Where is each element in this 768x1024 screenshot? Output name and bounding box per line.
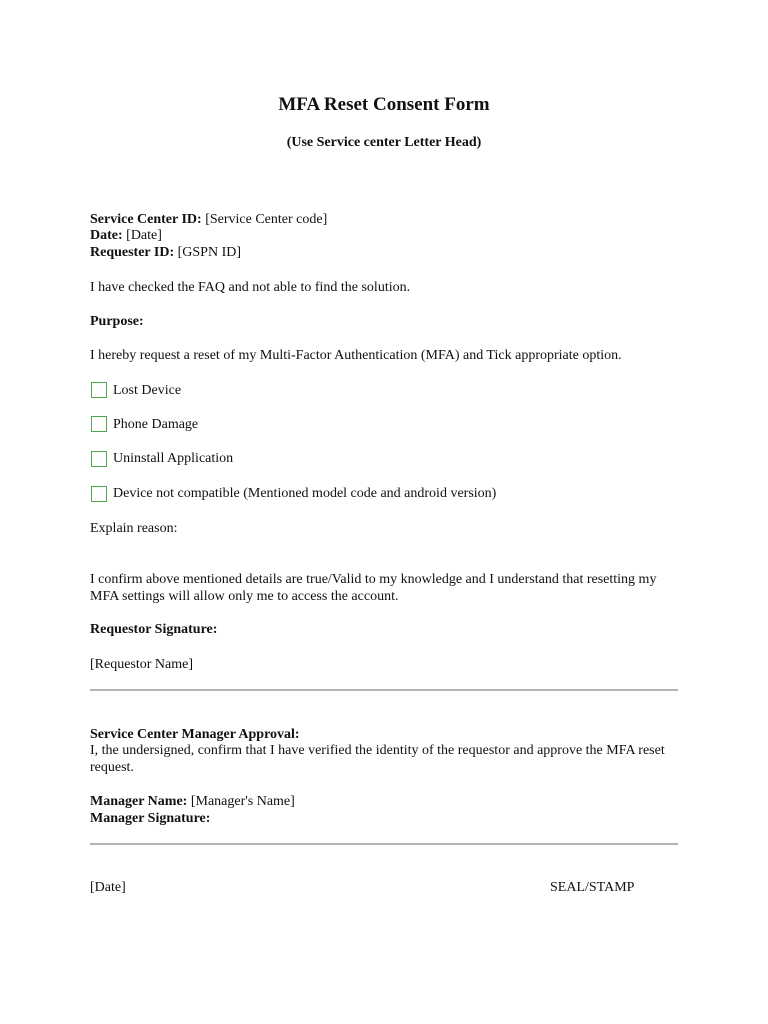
uninstall-application-label: Uninstall Application bbox=[113, 451, 234, 466]
requester-id-label: Requester ID: bbox=[90, 245, 175, 260]
phone-damage-label: Phone Damage bbox=[113, 417, 199, 432]
date-label: Date: bbox=[90, 228, 123, 243]
manager-signature-divider bbox=[90, 843, 678, 845]
uninstall-application-checkbox[interactable] bbox=[91, 451, 107, 467]
requestor-signature-divider bbox=[90, 689, 678, 691]
form-title: MFA Reset Consent Form bbox=[278, 94, 490, 115]
confirmation-text: I confirm above mentioned details are true/Valid to my knowledge and I understand that resetting my MFA settings will allow only me to access the account. bbox=[90, 572, 657, 604]
requestor-signature-label: Requestor Signature: bbox=[90, 622, 218, 637]
requester-id-line bbox=[90, 244, 241, 261]
purpose-label: Purpose: bbox=[90, 314, 144, 329]
device-not-compatible-label: Device not compatible (Mentioned model code and android version) bbox=[113, 486, 497, 501]
manager-name-label: Manager Name: bbox=[90, 794, 188, 809]
purpose-request-text: I hereby request a reset of my Multi-Factor Authentication (MFA) and Tick appropriate option. bbox=[90, 348, 622, 363]
faq-statement: I have checked the FAQ and not able to find the solution. bbox=[90, 280, 411, 295]
service-center-id-label: Service Center ID: bbox=[90, 212, 202, 227]
manager-name-line bbox=[90, 793, 295, 810]
lost-device-label: Lost Device bbox=[113, 383, 182, 398]
service-center-id-value: [Service Center code] bbox=[205, 212, 328, 227]
service-center-id-line bbox=[90, 211, 327, 228]
device-not-compatible-checkbox[interactable] bbox=[91, 486, 107, 502]
form-subtitle: (Use Service center Letter Head) bbox=[286, 135, 482, 150]
phone-damage-checkbox[interactable] bbox=[91, 416, 107, 432]
requestor-name-placeholder: [Requestor Name] bbox=[90, 657, 194, 672]
manager-signature-label: Manager Signature: bbox=[90, 811, 211, 826]
date-line bbox=[90, 227, 162, 244]
explain-reason-label: Explain reason: bbox=[90, 521, 178, 536]
manager-name-value: [Manager's Name] bbox=[190, 794, 295, 809]
seal-stamp-label: SEAL/STAMP bbox=[550, 880, 635, 895]
manager-approval-label: Service Center Manager Approval: bbox=[90, 727, 300, 742]
footer-date-placeholder: [Date] bbox=[90, 880, 126, 895]
lost-device-checkbox[interactable] bbox=[91, 382, 107, 398]
date-value: [Date] bbox=[126, 228, 162, 243]
manager-approval-text: I, the undersigned, confirm that I have verified the identity of the requestor and approve the MFA reset request. bbox=[90, 743, 665, 775]
requester-id-value: [GSPN ID] bbox=[177, 245, 242, 260]
